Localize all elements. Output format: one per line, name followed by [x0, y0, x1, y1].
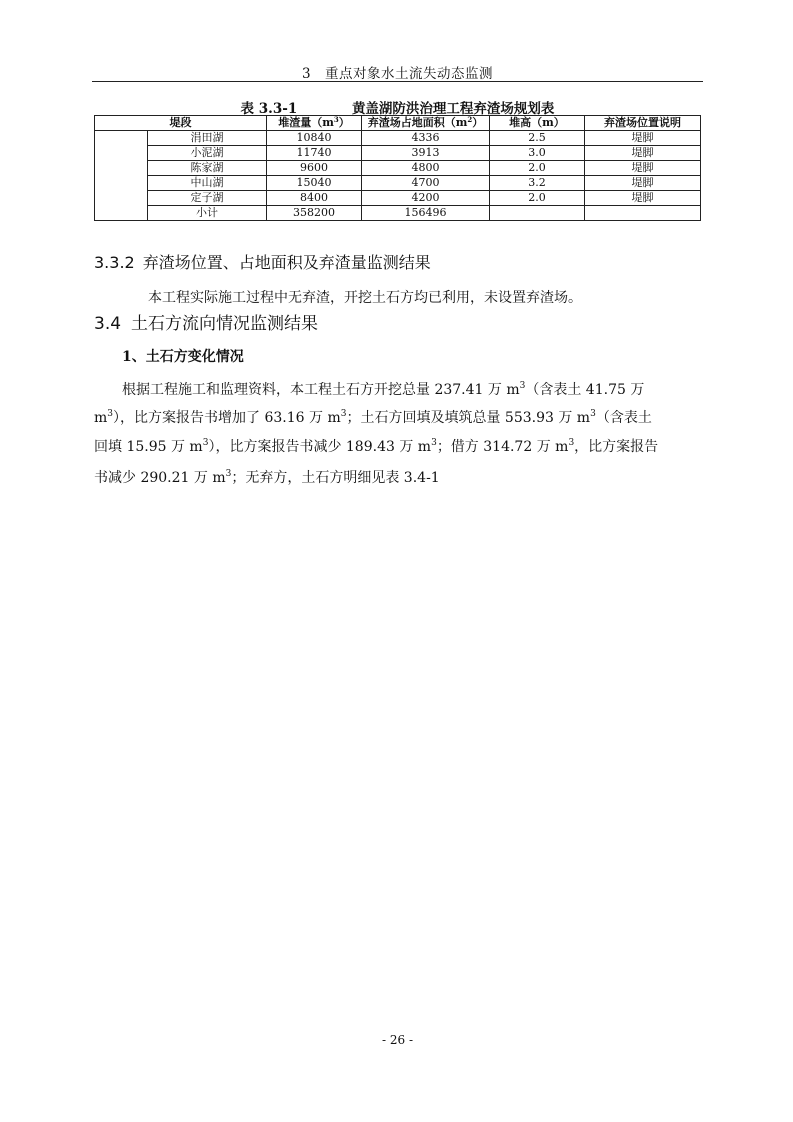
row-height: 3.0 [490, 146, 585, 161]
row-volume: 9600 [267, 161, 362, 176]
row-area: 4800 [362, 161, 490, 176]
row-area: 3913 [362, 146, 490, 161]
section-heading-3-3-2 [94, 250, 431, 273]
section-heading-3-4 [94, 309, 318, 334]
subtotal-area: 156496 [362, 206, 490, 221]
row-name: 小泥湖 [148, 146, 267, 161]
row-height: 2.0 [490, 191, 585, 206]
paragraph-line: $m^3$），比方案报告书增加了 63.16 万 $m^3$；土石方回填及填筑总量 553.93 万 $m^3$（含表土 [94, 409, 652, 426]
paragraph-line: 回填 15.95 万 $m^3$），比方案报告书减少 189.43 万 $m^3$；借方 314.72 万 $m^3$，比方案报告 [94, 438, 659, 455]
subheading-earthwork-change: 1、土石方变化情况 [122, 349, 244, 365]
page-number: - 26 - [381, 1033, 413, 1047]
row-location: 堤脚 [585, 131, 701, 146]
row-height: 3.2 [490, 176, 585, 191]
section-number: 3.4 [94, 314, 122, 334]
merged-group-cell [95, 131, 148, 221]
row-area: 4200 [362, 191, 490, 206]
col-header-location: 弃渣场位置说明 [585, 116, 701, 131]
row-height: 2.5 [490, 131, 585, 146]
row-location: 堤脚 [585, 146, 701, 161]
row-location: 堤脚 [585, 161, 701, 176]
row-name: 中山湖 [148, 176, 267, 191]
row-location: 堤脚 [585, 176, 701, 191]
row-name: 定子湖 [148, 191, 267, 206]
table-row [95, 161, 701, 176]
table-subtotal-row [95, 206, 701, 221]
subtotal-location [585, 206, 701, 221]
table-caption [92, 97, 703, 117]
spoil-site-table [94, 115, 701, 221]
section-title: 土石方流向情况监测结果 [131, 314, 319, 334]
table-header-row [95, 116, 701, 131]
row-area: 4700 [362, 176, 490, 191]
row-name: 涓田湖 [148, 131, 267, 146]
row-area: 4336 [362, 131, 490, 146]
header-divider [92, 81, 703, 82]
section-title: 弃渣场位置、占地面积及弃渣量监测结果 [142, 253, 431, 272]
table-row [95, 146, 701, 161]
col-header-section: 堤段 [95, 116, 267, 131]
row-name: 陈家湖 [148, 161, 267, 176]
paragraph-line: 根据工程施工和监理资料，本工程土石方开挖总量 237.41 万 $m^3$（含表土 41.75 万 [122, 381, 645, 398]
col-header-area: 弃渣场占地面积$(m^2)$ [362, 116, 490, 131]
row-volume: 10840 [267, 131, 362, 146]
row-location: 堤脚 [585, 191, 701, 206]
row-volume: 11740 [267, 146, 362, 161]
table-row [95, 191, 701, 206]
running-header: 3 重点对象水土流失动态监测 [301, 66, 494, 82]
paragraph-no-spoil: 本工程实际施工过程中无弃渣，开挖土石方均已利用，未设置弃渣场。 [148, 290, 582, 306]
col-header-height: 堆高（m） [490, 116, 585, 131]
table-number: 表 3.3-1 [240, 101, 298, 117]
col-header-volume: 堆渣量$(m^3)$ [267, 116, 362, 131]
section-number: 3.3.2 [94, 253, 135, 272]
row-volume: 15040 [267, 176, 362, 191]
paragraph-line: 书减少 290.21 万 $m^3$；无弃方，土石方明细见表 3.4-1 [94, 469, 440, 486]
table-row [95, 176, 701, 191]
table-row [95, 131, 701, 146]
row-volume: 8400 [267, 191, 362, 206]
subtotal-volume: 358200 [267, 206, 362, 221]
row-height: 2.0 [490, 161, 585, 176]
subtotal-label: 小计 [148, 206, 267, 221]
subtotal-height [490, 206, 585, 221]
table-title: 黄盖湖防洪治理工程弃渣场规划表 [351, 101, 555, 117]
